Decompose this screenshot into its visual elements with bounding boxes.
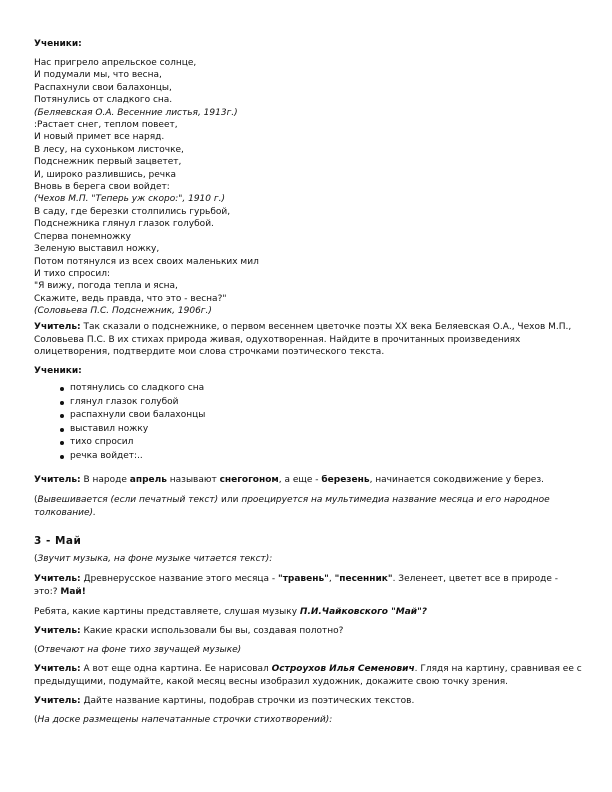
poem-line: И, широко разлившись, речка bbox=[34, 169, 177, 180]
list-item-text: тихо спросил bbox=[70, 437, 134, 447]
teacher-paragraph-3 bbox=[34, 573, 584, 598]
poem-line: И тихо спросил: bbox=[34, 268, 111, 279]
teacher-text: Так сказали о подснежнике, о первом весеннем цветочке поэты XX века Беляевская О.А., Чехов М.П., Соловьева П.С. В их стихах природа живая, одухотворенная. Найдите в прочитанных произведениях олицетворения, подтвердите мои слова строчками поэтического текста. bbox=[34, 322, 572, 358]
teacher-paragraph-5 bbox=[34, 663, 584, 688]
poem-line: В саду, где березки столпились гурьбой, bbox=[34, 206, 231, 217]
teacher-label: Учитель: bbox=[34, 475, 81, 485]
text-run: , начинается сокодвижение у берез. bbox=[369, 475, 544, 485]
bullet-icon bbox=[60, 428, 64, 432]
stage-note-2 bbox=[34, 644, 584, 657]
text-run: В народе bbox=[80, 475, 130, 485]
bold-term-pesennik: "песенник" bbox=[334, 574, 393, 584]
question-paragraph bbox=[34, 606, 584, 619]
section-title: 3 - Май bbox=[34, 535, 82, 547]
text-run: называют bbox=[166, 475, 220, 485]
teacher-label: Учитель: bbox=[34, 696, 81, 706]
poem-block bbox=[34, 57, 584, 318]
list-item bbox=[34, 436, 205, 450]
teacher-paragraph-4 bbox=[34, 625, 584, 638]
italic-run: На доске размещены напечатанные строчки стихотворений): bbox=[37, 715, 333, 725]
teacher-text: Какие краски использовали бы вы, создавая полотно? bbox=[80, 626, 344, 636]
text-run: ( bbox=[34, 554, 38, 564]
poem-line: В лесу, на сухоньком листочке, bbox=[34, 144, 184, 155]
poem-citation: (Соловьева П.С. Подснежник, 1906г.) bbox=[34, 306, 212, 317]
poem-line: Сперва понемножку bbox=[34, 231, 131, 242]
italic-run: Вывешивается (если печатный текст) bbox=[37, 495, 219, 505]
text-run: , bbox=[328, 574, 335, 584]
students-heading-2: Ученики: bbox=[34, 366, 82, 376]
italic-run: Звучит музыка, на фоне музыке читается текст): bbox=[37, 554, 273, 564]
teacher-paragraph-1 bbox=[34, 321, 584, 359]
bullet-icon bbox=[60, 441, 64, 445]
italic-run: проецируется на мультимедиа название месяца и его народное толкование). bbox=[34, 495, 550, 518]
text-run: или bbox=[218, 495, 242, 505]
teacher-paragraph-2 bbox=[34, 474, 584, 487]
poem-line: Зеленую выставил ножку, bbox=[34, 244, 160, 255]
list-item-text: распахнули свои балахонцы bbox=[70, 410, 206, 420]
bullet-icon bbox=[60, 387, 64, 391]
poem-line: И подумали мы, что весна, bbox=[34, 70, 162, 81]
list-item-text: речка войдет:.. bbox=[70, 450, 143, 461]
text-run: ( bbox=[34, 645, 38, 655]
stage-note-1 bbox=[34, 494, 584, 519]
stage-note-3 bbox=[34, 714, 584, 727]
personification-list bbox=[34, 382, 205, 463]
text-run: А вот еще одна картина. Ее нарисовал bbox=[80, 664, 272, 674]
text-run: . Зеленеет, цветет все в природе - это:? bbox=[34, 574, 559, 597]
poem-line: "Я вижу, погода тепла и ясна, bbox=[34, 281, 178, 292]
bold-term-traven: "травень" bbox=[278, 574, 329, 584]
students-heading: Ученики: bbox=[34, 39, 82, 49]
poem-line: Распахнули свои балахонцы, bbox=[34, 82, 172, 93]
painter-reference: Остроухов Илья Семенович bbox=[271, 664, 415, 674]
text-run: . Глядя на картину, сравнивая ее с предыдущими, подумайте, какой месяц весны изобразил художник, докажите свою точку зрения. bbox=[34, 664, 582, 687]
poem-line: Подснежника глянул глазок голубой. bbox=[34, 219, 214, 230]
bullet-icon bbox=[60, 414, 64, 418]
music-note bbox=[34, 553, 584, 566]
list-item bbox=[34, 409, 205, 423]
text-run: , а еще - bbox=[278, 475, 322, 485]
poem-citation: (Чехов М.П. "Теперь уж скоро:", 1910 г.) bbox=[34, 194, 225, 205]
bullet-icon bbox=[60, 401, 64, 405]
poem-line: Вновь в берега свои войдет: bbox=[34, 182, 170, 193]
poem-line: :Растает снег, теплом повеет, bbox=[34, 120, 178, 131]
bold-term-snegogon: снегогоном bbox=[219, 475, 279, 485]
composer-reference: П.И.Чайковского "Май"? bbox=[299, 607, 428, 617]
poem-line: Потянулись от сладкого сна. bbox=[34, 95, 173, 106]
list-item-text: потянулись со сладкого сна bbox=[70, 383, 205, 393]
teacher-paragraph-6 bbox=[34, 695, 584, 708]
bold-term-berezen: березень bbox=[321, 475, 370, 485]
text-run: Древнерусское название этого месяца - bbox=[80, 574, 279, 584]
teacher-label: Учитель: bbox=[34, 574, 81, 584]
poem-line: И новый примет все наряд. bbox=[34, 132, 165, 143]
bold-term-april: апрель bbox=[129, 475, 167, 485]
poem-citation: (Беляевская О.А. Весенние листья, 1913г.) bbox=[34, 107, 238, 118]
list-item bbox=[34, 382, 205, 396]
teacher-label: Учитель: bbox=[34, 322, 81, 332]
list-item-text: глянул глазок голубой bbox=[70, 396, 179, 407]
teacher-label: Учитель: bbox=[34, 664, 81, 674]
italic-run: Отвечают на фоне тихо звучащей музыке) bbox=[37, 645, 242, 655]
bold-term-may: Май! bbox=[60, 586, 86, 597]
teacher-label: Учитель: bbox=[34, 626, 81, 636]
teacher-text: Дайте название картины, подобрав строчки из поэтических текстов. bbox=[80, 696, 415, 706]
text-run: Ребята, какие картины представляете, слушая музыку bbox=[34, 607, 300, 617]
text-run: ( bbox=[34, 495, 38, 505]
poem-line: Скажите, ведь правда, что это - весна?" bbox=[34, 293, 227, 304]
list-item bbox=[34, 423, 205, 437]
poem-line: Потом потянулся из всех своих маленьких мил bbox=[34, 256, 259, 267]
bullet-icon bbox=[60, 455, 64, 459]
list-item bbox=[34, 450, 205, 464]
list-item-text: выставил ножку bbox=[70, 423, 149, 434]
text-run: ( bbox=[34, 715, 38, 725]
poem-line: Нас пригрело апрельское солнце, bbox=[34, 58, 197, 68]
poem-line: Подснежник первый зацветет, bbox=[34, 157, 182, 168]
list-item bbox=[34, 396, 205, 410]
